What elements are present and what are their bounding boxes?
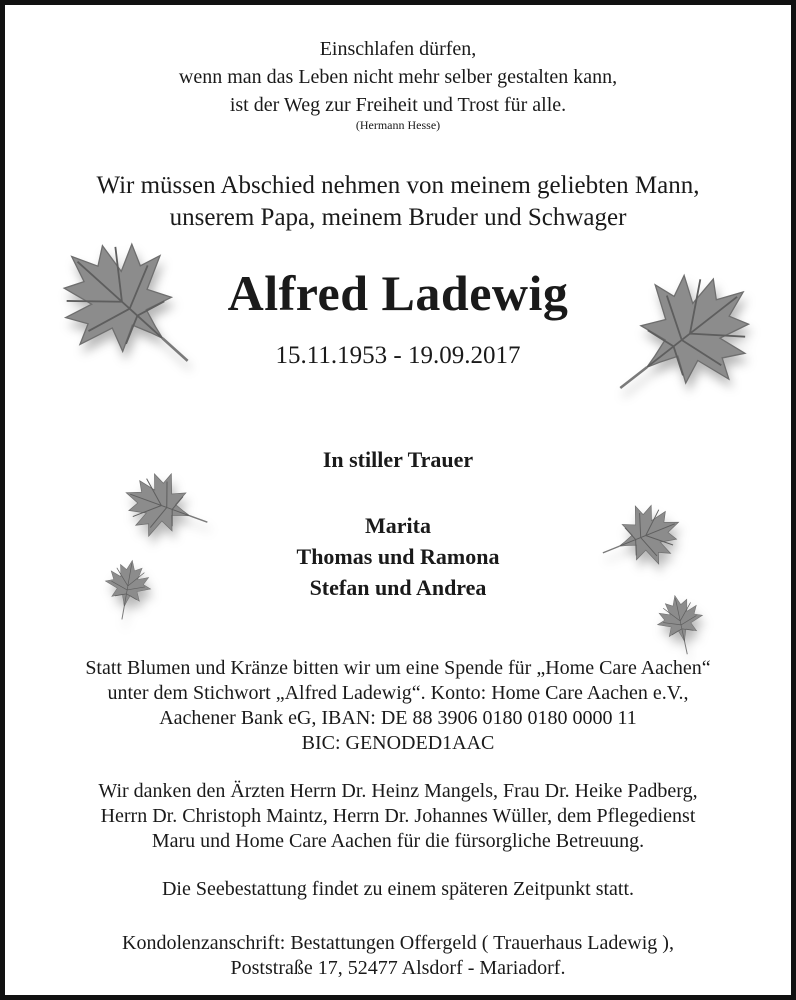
donation-line: BIC: GENODED1AAC [301, 732, 495, 754]
mourning-heading: In stiller Trauer [322, 447, 474, 472]
intro-line: unserem Papa, meinem Bruder und Schwager [169, 204, 627, 231]
burial-notice: Die Seebestattung findet zu einem späteren Zeitpunkt statt. [161, 878, 635, 900]
poem-quote [5, 35, 791, 133]
condolence-line: Poststraße 17, 52477 Alsdorf - Mariadorf. [230, 957, 566, 979]
poem-line: ist der Weg zur Freiheit und Trost für alle. [229, 94, 567, 116]
family-member: Marita [365, 513, 431, 538]
family-member: Thomas und Ramona [296, 544, 500, 569]
donation-notice [5, 656, 791, 756]
farewell-intro [5, 170, 791, 234]
family-list [5, 510, 791, 603]
poem-line: Einschlafen dürfen, [319, 38, 477, 60]
thanks-line: Wir danken den Ärzten Herrn Dr. Heinz Mangels, Frau Dr. Heike Padberg, [98, 780, 698, 802]
poem-author: (Hermann Hesse) [355, 118, 441, 132]
donation-line: Aachener Bank eG, IBAN: DE 88 3906 0180 0180 0000 11 [159, 707, 637, 729]
poem-line: wenn man das Leben nicht mehr selber gestalten kann, [178, 66, 618, 88]
deceased-name: Alfred Ladewig [227, 265, 569, 321]
condolence-address [5, 931, 791, 981]
donation-line: unter dem Stichwort „Alfred Ladewig“. Konto: Home Care Aachen e.V., [107, 682, 689, 704]
thanks-notice [5, 779, 791, 854]
life-dates: 15.11.1953 - 19.09.2017 [275, 342, 521, 369]
condolence-line: Kondolenzanschrift: Bestattungen Offergeld ( Trauerhaus Ladewig ), [122, 932, 674, 954]
donation-line: Statt Blumen und Kränze bitten wir um eine Spende für „Home Care Aachen“ [85, 657, 711, 679]
family-member: Stefan und Andrea [309, 575, 487, 600]
thanks-line: Maru und Home Care Aachen für die fürsorgliche Betreuung. [151, 830, 645, 852]
thanks-line: Herrn Dr. Christoph Maintz, Herrn Dr. Johannes Wüller, dem Pflegedienst [100, 805, 696, 827]
intro-line: Wir müssen Abschied nehmen von meinem geliebten Mann, [96, 172, 700, 199]
